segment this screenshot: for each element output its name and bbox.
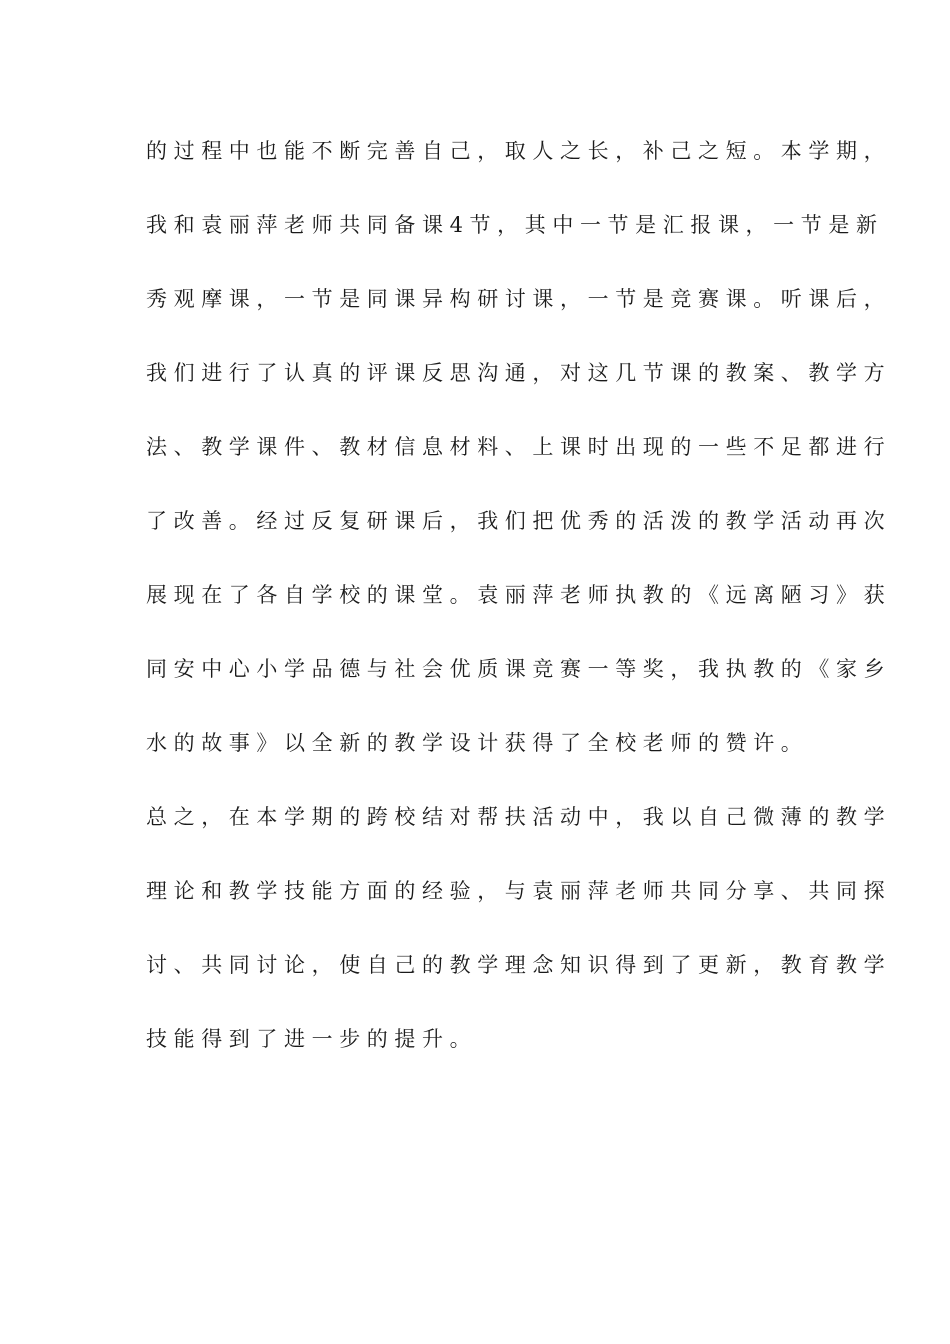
- text-line: 技能得到了进一步的提升。: [146, 1027, 478, 1051]
- text-line: 总之，在本学期的跨校结对帮扶活动中，我以自己微薄的教学: [146, 805, 892, 829]
- text-line: 同安中心小学品德与社会优质课竞赛一等奖，我执教的《家乡: [146, 657, 892, 681]
- text-line: 秀观摩课，一节是同课异构研讨课，一节是竞赛课。听课后，: [146, 287, 892, 311]
- text-line: 我们进行了认真的评课反思沟通，对这几节课的教案、教学方: [146, 361, 892, 385]
- text-line: 展现在了各自学校的课堂。袁丽萍老师执教的《远离陋习》获: [146, 583, 892, 607]
- text-line: 法、教学课件、教材信息材料、上课时出现的一些不足都进行: [146, 435, 892, 459]
- text-line: 讨、共同讨论，使自己的教学理念知识得到了更新，教育教学: [146, 953, 892, 977]
- paragraph-1: [146, 126, 892, 792]
- body-text: [146, 126, 892, 1088]
- text-line: 了改善。经过反复研课后，我们把优秀的活泼的教学活动再次: [146, 509, 892, 533]
- text-line: 的过程中也能不断完善自己，取人之长，补己之短。本学期，: [146, 139, 892, 163]
- paragraph-2: [146, 792, 892, 1088]
- text-line: 我和袁丽萍老师共同备课4节，其中一节是汇报课，一节是新: [146, 213, 884, 237]
- text-line: 水的故事》以全新的教学设计获得了全校老师的赞许。: [146, 731, 809, 755]
- text-line: 理论和教学技能方面的经验，与袁丽萍老师共同分享、共同探: [146, 879, 892, 903]
